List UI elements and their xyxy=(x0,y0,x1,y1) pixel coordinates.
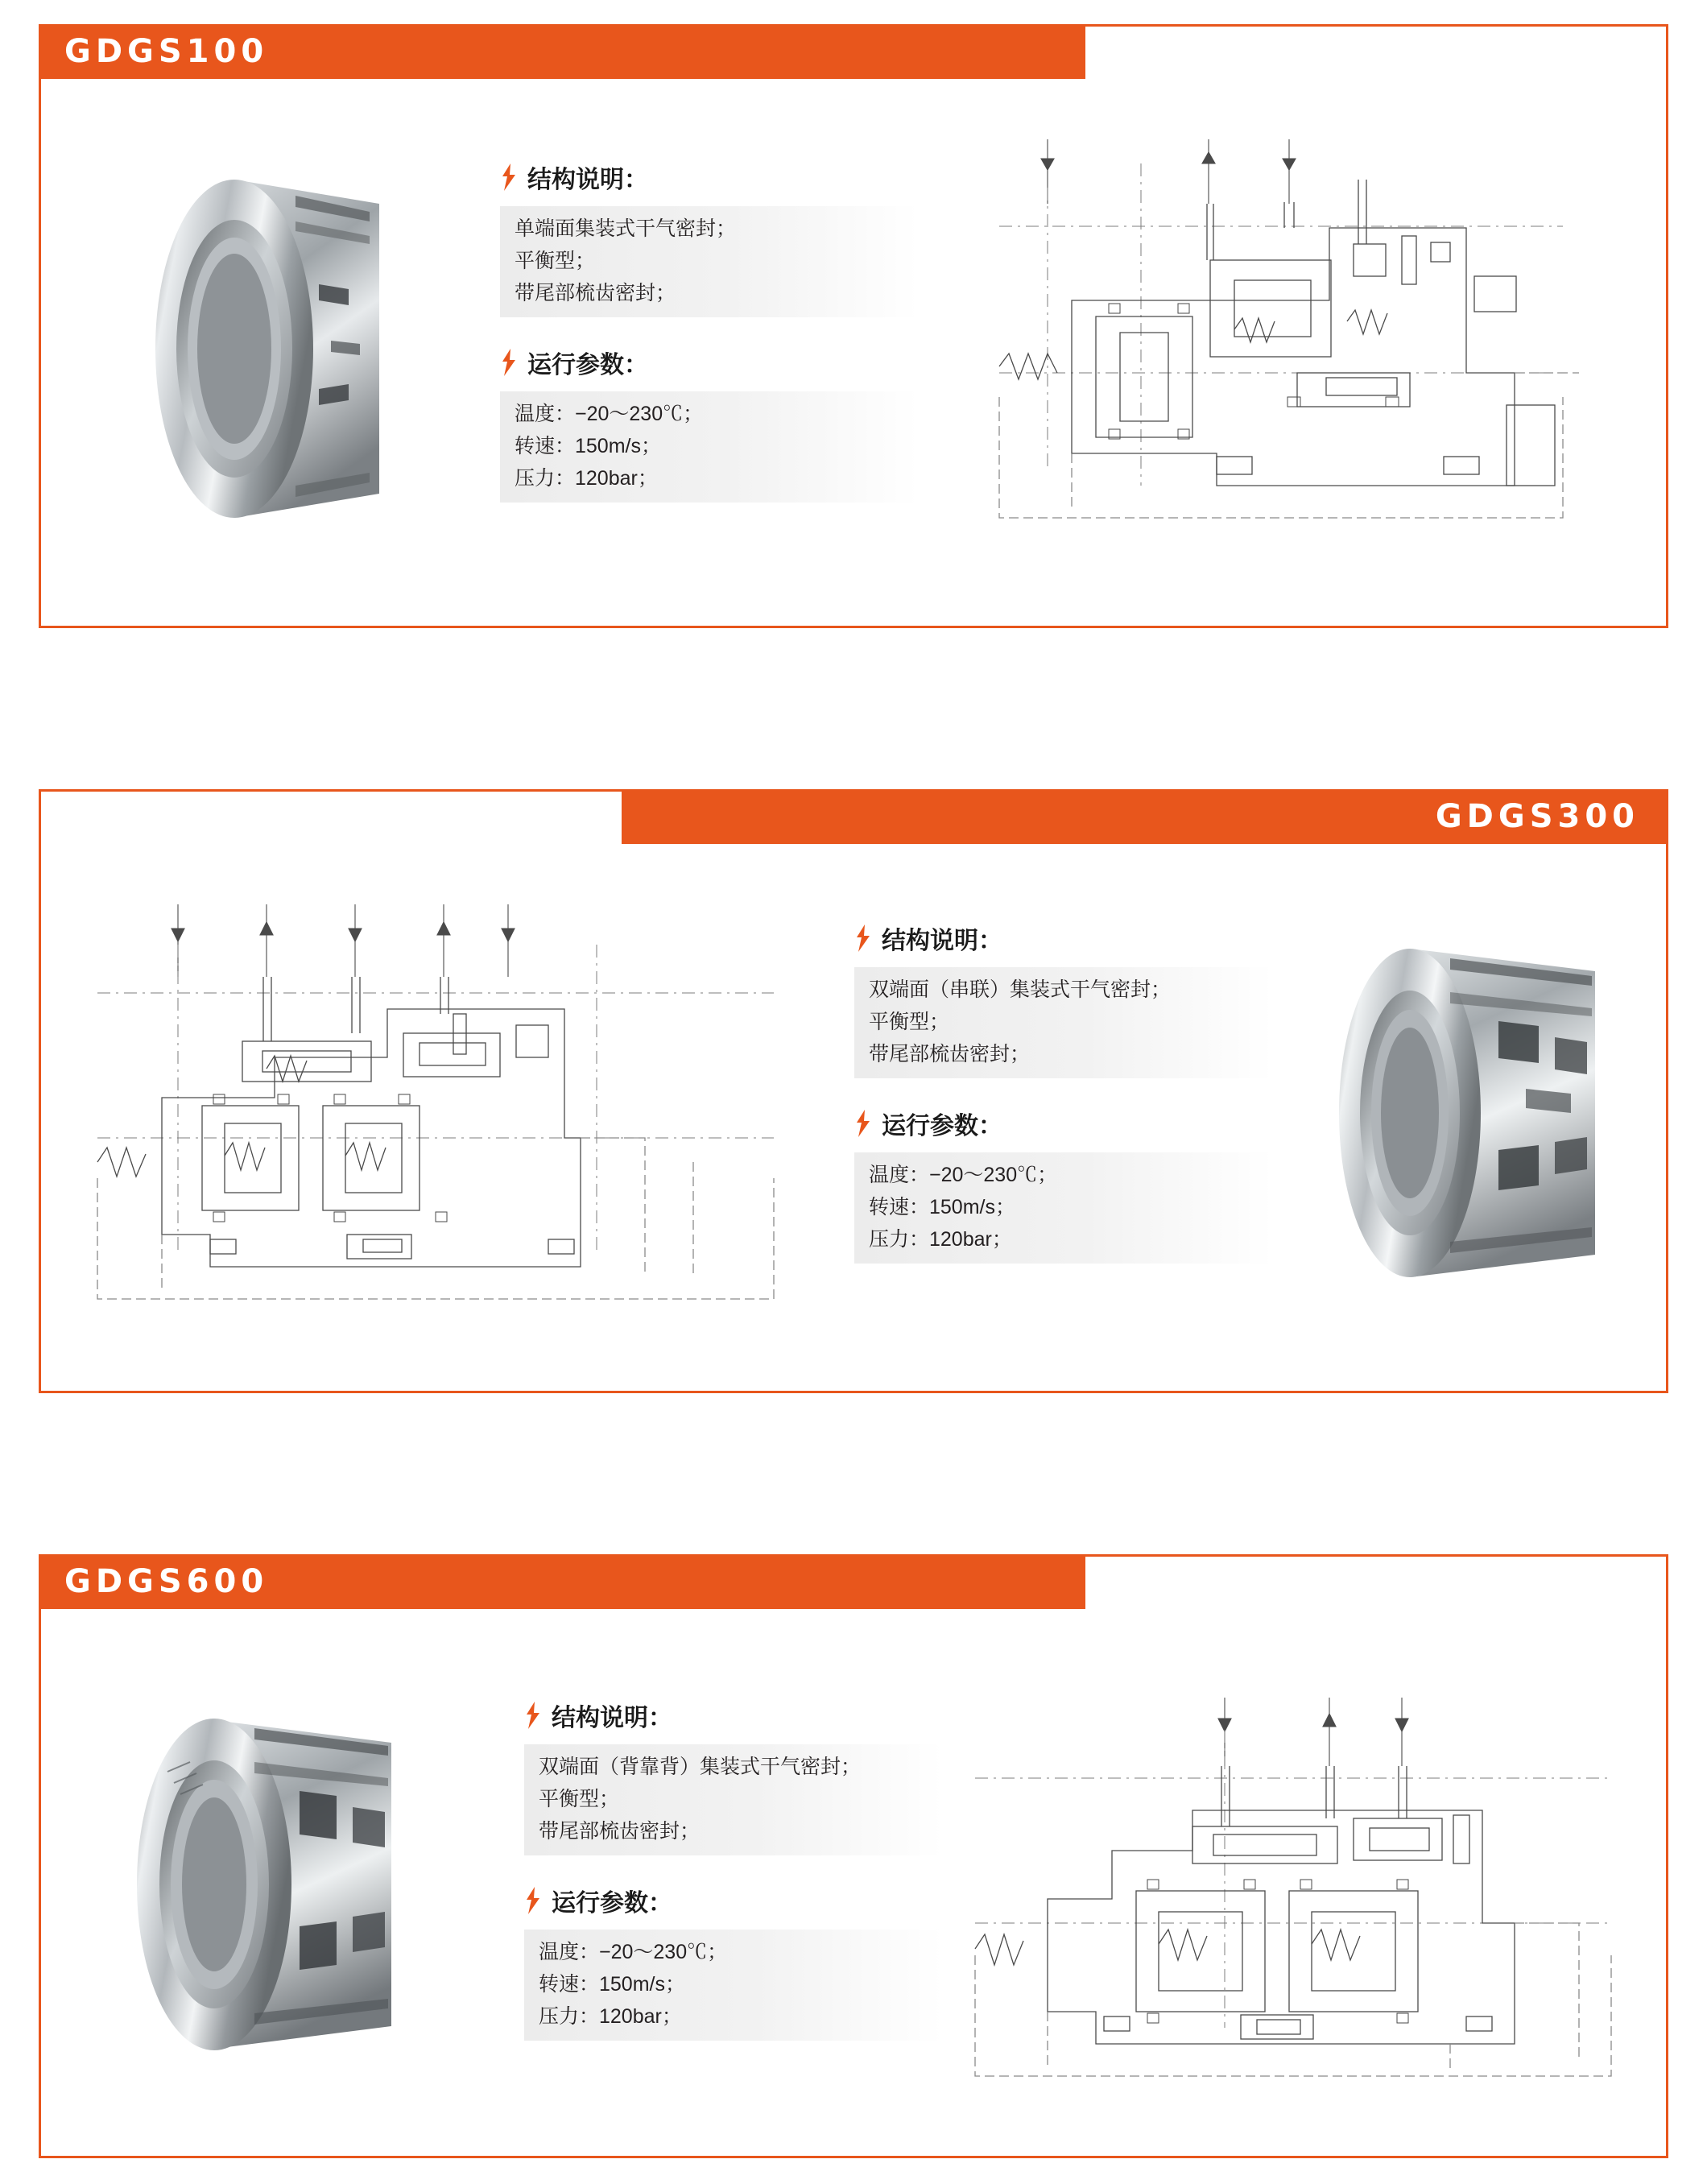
parameters-heading-row xyxy=(854,1106,1273,1141)
bolt-icon xyxy=(524,1702,542,1729)
structure-heading-row xyxy=(524,1698,943,1733)
structure-lines xyxy=(854,967,1273,1078)
parameters-heading-row xyxy=(524,1883,943,1918)
structure-line: 带尾部梳齿密封； xyxy=(539,1820,701,1843)
parameters-lines xyxy=(854,1152,1273,1264)
parameters-heading: 运行参数： xyxy=(527,352,648,378)
text-panel-gdgs600 xyxy=(524,1698,943,2068)
structure-line: 双端面（串联）集装式干气密封； xyxy=(869,978,1172,1001)
parameters-heading: 运行参数： xyxy=(552,1890,672,1917)
product-title-bar-gdgs300 xyxy=(622,789,1668,844)
structure-heading: 结构说明： xyxy=(527,167,648,193)
bolt-icon xyxy=(854,1110,872,1137)
parameters-lines xyxy=(524,1930,943,2041)
product-title: GDGS600 xyxy=(64,1563,269,1600)
parameter-line: 温度：−20～230℃； xyxy=(539,1941,728,1963)
structure-heading: 结构说明： xyxy=(552,1705,672,1731)
structure-line: 双端面（背靠背）集装式干气密封； xyxy=(539,1756,862,1778)
bolt-icon xyxy=(854,924,872,952)
structure-heading-row xyxy=(854,920,1273,956)
product-title: GDGS100 xyxy=(64,33,269,70)
parameter-line: 转速：150m/s； xyxy=(539,1973,685,1996)
structure-line: 带尾部梳齿密封； xyxy=(515,282,676,304)
structure-lines xyxy=(500,206,919,317)
structure-heading: 结构说明： xyxy=(882,928,1002,954)
text-panel-gdgs300 xyxy=(854,920,1273,1291)
structure-line: 平衡型； xyxy=(515,250,596,272)
parameter-line: 温度：−20～230℃； xyxy=(515,403,704,425)
parameters-heading-row xyxy=(500,345,919,380)
technical-drawing-gdgs300 xyxy=(81,896,806,1363)
parameter-line: 转速：150m/s； xyxy=(869,1196,1015,1218)
product-title-bar-gdgs600 xyxy=(39,1554,1085,1609)
parameter-line: 压力：120bar； xyxy=(515,467,658,490)
structure-heading-row xyxy=(500,159,919,195)
structure-line: 平衡型； xyxy=(539,1788,620,1810)
product-photo-gdgs100 xyxy=(138,147,444,542)
bolt-icon xyxy=(524,1887,542,1914)
product-photo-gdgs600 xyxy=(118,1681,456,2084)
parameters-lines xyxy=(500,391,919,503)
structure-line: 平衡型； xyxy=(869,1011,950,1033)
technical-drawing-gdgs600 xyxy=(951,1690,1643,2141)
bolt-icon xyxy=(500,163,518,191)
product-block-gdgs600 xyxy=(39,1554,1668,2158)
product-photo-gdgs300 xyxy=(1329,908,1651,1311)
product-block-gdgs300 xyxy=(39,789,1668,1393)
technical-drawing-gdgs100 xyxy=(951,131,1611,598)
structure-line: 单端面集装式干气密封； xyxy=(515,217,737,240)
structure-lines xyxy=(524,1744,943,1855)
structure-line: 带尾部梳齿密封； xyxy=(869,1043,1031,1065)
parameters-heading: 运行参数： xyxy=(882,1113,1002,1140)
parameter-line: 压力：120bar； xyxy=(539,2005,682,2028)
product-title-bar-gdgs100 xyxy=(39,24,1085,79)
bolt-icon xyxy=(500,349,518,376)
text-panel-gdgs100 xyxy=(500,159,919,530)
product-block-gdgs100 xyxy=(39,24,1668,628)
parameter-line: 温度：−20～230℃； xyxy=(869,1164,1058,1186)
parameter-line: 压力：120bar； xyxy=(869,1228,1012,1251)
product-title: GDGS300 xyxy=(1435,798,1639,835)
parameter-line: 转速：150m/s； xyxy=(515,435,661,457)
